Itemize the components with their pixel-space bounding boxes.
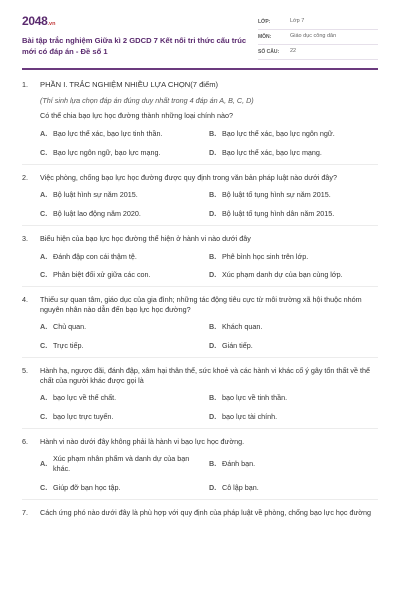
question-text: Hành hạ, ngược đãi, đánh đập, xâm hại thân thể, sức khoẻ và các hành vi khác cố ý gây tổn thất về thể chất của người khác được gọi là bbox=[40, 365, 370, 385]
option-b[interactable] bbox=[209, 322, 378, 332]
option-a[interactable] bbox=[40, 322, 209, 332]
question-number: 2. bbox=[22, 172, 28, 182]
question-3 bbox=[22, 232, 378, 287]
question-number: 4. bbox=[22, 294, 28, 304]
question-5 bbox=[22, 364, 378, 429]
question-number: 7. bbox=[22, 507, 28, 517]
question-number: 3. bbox=[22, 233, 28, 243]
meta-value: Giáo dục công dân bbox=[290, 33, 337, 40]
option-text: Phân biệt đối xử giữa các con. bbox=[53, 270, 151, 280]
option-a[interactable] bbox=[40, 252, 209, 262]
option-d[interactable] bbox=[209, 412, 378, 422]
answer-options bbox=[40, 393, 378, 421]
option-text: Xúc phạm nhân phẩm và danh dự của bạn khác. bbox=[53, 454, 190, 474]
option-b[interactable] bbox=[209, 129, 378, 139]
option-text: Đánh đập con cái thậm tệ. bbox=[53, 251, 137, 261]
option-letter: B. bbox=[209, 251, 217, 261]
option-text: Bạo lực thể xác, bạo lực ngôn ngữ. bbox=[222, 129, 335, 139]
logo-text: 2048 bbox=[22, 14, 48, 28]
answer-options bbox=[40, 190, 378, 218]
question-2 bbox=[22, 171, 378, 226]
header-left bbox=[22, 13, 257, 68]
option-c[interactable] bbox=[40, 209, 209, 219]
option-text: bạo lực về tinh thần. bbox=[222, 393, 288, 403]
option-text: bạo lực tài chính. bbox=[222, 411, 278, 421]
page-header bbox=[22, 0, 378, 68]
option-letter: D. bbox=[209, 341, 217, 351]
option-letter: D. bbox=[209, 147, 217, 157]
option-text: Bạo lực ngôn ngữ, bạo lực mạng. bbox=[53, 147, 161, 157]
option-d[interactable] bbox=[209, 270, 378, 280]
option-a[interactable] bbox=[40, 393, 209, 403]
question-text: Thiếu sự quan tâm, giáo dục của gia đình; những tác động tiêu cực từ môi trường xã hội thuộc nhóm nguyên nhân nào dẫn đến bạo lực học đường? bbox=[40, 294, 362, 314]
option-text: bạo lực về thể chất. bbox=[53, 393, 117, 403]
answer-options bbox=[40, 322, 378, 350]
option-text: Giúp đỡ bạn học tập. bbox=[53, 482, 121, 492]
meta-row-subject bbox=[258, 30, 378, 45]
option-letter: C. bbox=[40, 270, 48, 280]
option-letter: B. bbox=[209, 459, 217, 469]
option-b[interactable] bbox=[209, 454, 378, 473]
option-text: Bạo lực thể xác, bạo lực mạng. bbox=[222, 147, 322, 157]
section-title: PHẦN I. TRẮC NGHIỆM NHIỀU LỰA CHỌN(7 điểm) bbox=[40, 79, 219, 89]
option-text: bạo lực trực tuyến. bbox=[53, 411, 114, 421]
option-text: Bộ luật tố tụng hình sự năm 2015. bbox=[222, 190, 331, 200]
option-d[interactable] bbox=[209, 148, 378, 158]
header-divider bbox=[22, 68, 378, 70]
question-6 bbox=[22, 435, 378, 500]
answer-options bbox=[40, 454, 378, 492]
option-letter: B. bbox=[209, 190, 217, 200]
document-title: Bài tập trắc nghiệm Giữa kì 2 GDCD 7 Kết nối tri thức cấu trúc mới có đáp án - Đề số 1 bbox=[22, 36, 247, 57]
option-d[interactable] bbox=[209, 341, 378, 351]
option-letter: D. bbox=[209, 270, 217, 280]
option-a[interactable] bbox=[40, 190, 209, 200]
option-text: Bộ luật lao động năm 2020. bbox=[53, 209, 141, 219]
option-b[interactable] bbox=[209, 190, 378, 200]
question-number: 5. bbox=[22, 365, 28, 375]
option-text: Gián tiếp. bbox=[222, 341, 253, 351]
option-c[interactable] bbox=[40, 270, 209, 280]
meta-row-class bbox=[258, 15, 378, 30]
question-text: Hành vi nào dưới đây không phải là hành vi bạo lực học đường. bbox=[40, 436, 245, 446]
question-text: Biểu hiện của bạo lực học đường thể hiện ở hành vi nào dưới đây bbox=[40, 233, 251, 243]
question-text: Cách ứng phó nào dưới đây là phù hợp với quy định của pháp luật về phòng, chống bạo lực học đường bbox=[40, 507, 372, 517]
question-text: Có thể chia bạo lực học đường thành những loại chính nào? bbox=[40, 111, 233, 121]
option-letter: A. bbox=[40, 129, 48, 139]
instruction-note: (Thí sinh lựa chọn đáp án đúng duy nhất trong 4 đáp án A, B, C, D) bbox=[40, 95, 254, 105]
option-text: Phê bình học sinh trên lớp. bbox=[222, 251, 309, 261]
question-number: 6. bbox=[22, 436, 28, 446]
option-text: Khách quan. bbox=[222, 322, 263, 332]
meta-key: MÔN: bbox=[258, 33, 272, 40]
question-4 bbox=[22, 293, 378, 358]
option-letter: B. bbox=[209, 393, 217, 403]
option-letter: C. bbox=[40, 341, 48, 351]
option-a[interactable] bbox=[40, 129, 209, 139]
meta-value: 22 bbox=[290, 48, 297, 55]
option-letter: C. bbox=[40, 209, 48, 219]
answer-options bbox=[40, 252, 378, 280]
option-letter: C. bbox=[40, 147, 48, 157]
option-letter: C. bbox=[40, 411, 48, 421]
meta-info bbox=[258, 15, 378, 68]
option-c[interactable] bbox=[40, 148, 209, 158]
meta-key: SỐ CÂU: bbox=[258, 48, 280, 55]
option-text: Chủ quan. bbox=[53, 322, 87, 332]
question-7 bbox=[22, 506, 378, 524]
option-letter: A. bbox=[40, 190, 48, 200]
option-text: Cô lập bạn. bbox=[222, 482, 259, 492]
option-c[interactable] bbox=[40, 483, 209, 493]
option-a[interactable] bbox=[40, 454, 209, 473]
site-logo[interactable] bbox=[22, 13, 257, 29]
option-d[interactable] bbox=[209, 209, 378, 219]
option-letter: D. bbox=[209, 411, 217, 421]
option-letter: A. bbox=[40, 393, 48, 403]
question-text: Việc phòng, chống bạo lực học đường được quy định trong văn bản pháp luật nào dưới đây? bbox=[40, 172, 337, 182]
option-letter: A. bbox=[40, 322, 48, 332]
option-text: Trực tiếp. bbox=[53, 341, 84, 351]
meta-row-count bbox=[258, 45, 378, 60]
option-text: Bộ luật tố tụng hình dân năm 2015. bbox=[222, 209, 335, 219]
option-d[interactable] bbox=[209, 483, 378, 493]
logo-suffix: .vn bbox=[47, 21, 56, 27]
question-number: 1. bbox=[22, 79, 28, 89]
meta-key: LỚP: bbox=[258, 18, 271, 25]
option-b[interactable] bbox=[209, 393, 378, 403]
option-letter: A. bbox=[40, 459, 48, 469]
option-letter: C. bbox=[40, 482, 48, 492]
answer-options bbox=[40, 129, 378, 157]
option-text: Xúc phạm danh dự của bạn cùng lớp. bbox=[222, 270, 343, 280]
option-letter: D. bbox=[209, 209, 217, 219]
option-letter: B. bbox=[209, 322, 217, 332]
option-c[interactable] bbox=[40, 341, 209, 351]
option-letter: A. bbox=[40, 251, 48, 261]
option-letter: B. bbox=[209, 129, 217, 139]
option-c[interactable] bbox=[40, 412, 209, 422]
question-1 bbox=[22, 78, 378, 165]
option-letter: D. bbox=[209, 482, 217, 492]
meta-value: Lớp 7 bbox=[290, 18, 305, 25]
option-b[interactable] bbox=[209, 252, 378, 262]
option-text: Bộ luật hình sự năm 2015. bbox=[53, 190, 138, 200]
option-text: Bạo lực thể xác, bạo lực tinh thần. bbox=[53, 129, 163, 139]
option-text: Đánh bạn. bbox=[222, 459, 256, 469]
